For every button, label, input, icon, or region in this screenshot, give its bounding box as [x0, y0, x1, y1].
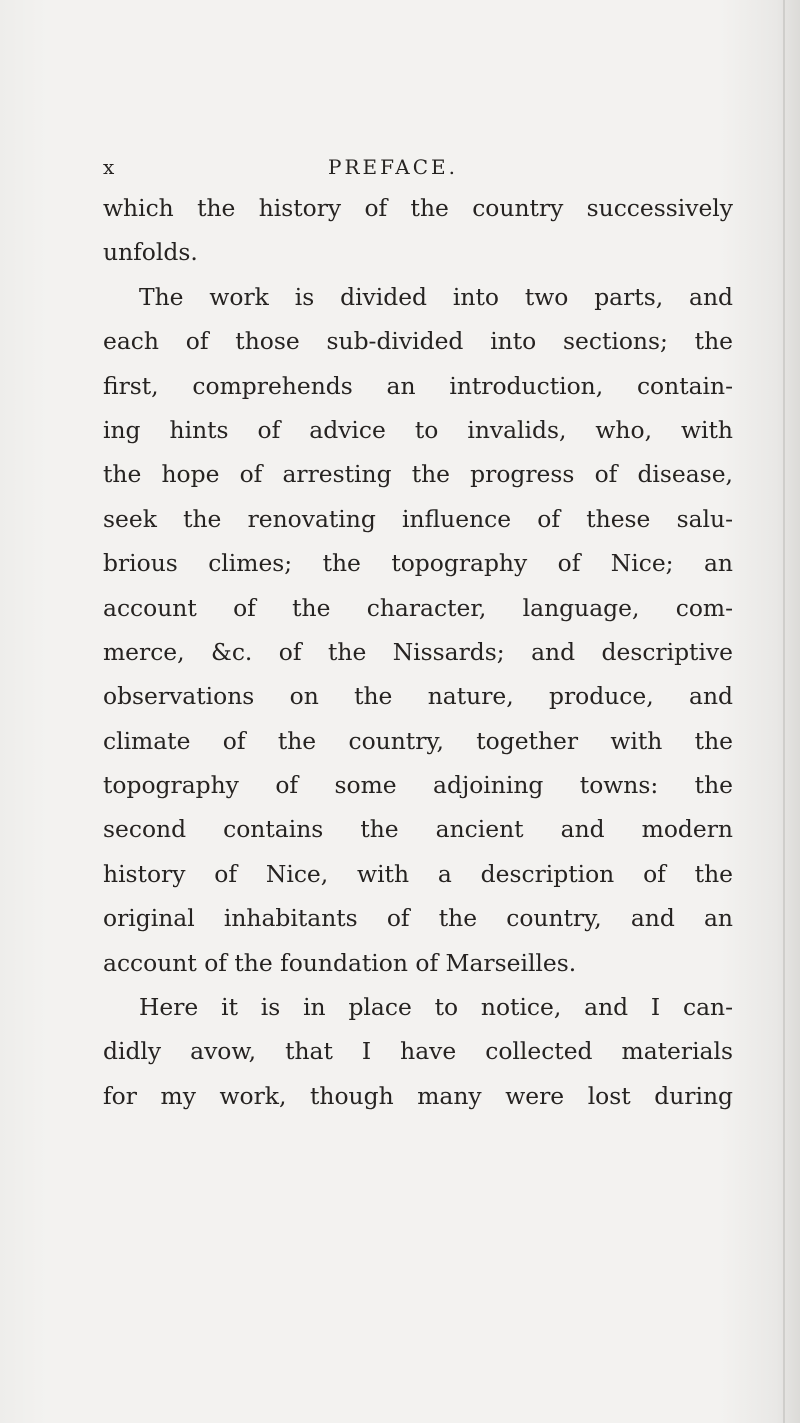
text-line: each of those sub-divided into sections; the	[103, 327, 733, 356]
text-line: first, comprehends an introduction, contain-	[103, 371, 733, 400]
text-line: topography of some adjoining towns: the	[103, 771, 733, 800]
text-line: the hope of arresting the progress of disease,	[103, 460, 733, 489]
text-line: didly avow, that I have collected materials	[103, 1037, 733, 1066]
text-line: account of the character, language, com-	[103, 593, 733, 622]
text-line: account of the foundation of Marseilles.	[103, 948, 577, 977]
text-line: second contains the ancient and modern	[103, 815, 733, 844]
text-line: Here it is in place to notice, and I can-	[139, 993, 733, 1022]
running-head: PREFACE.	[328, 155, 458, 179]
text-line: unfolds.	[103, 238, 198, 267]
text-line: climate of the country, together with the	[103, 726, 733, 755]
text-line: brious climes; the topography of Nice; an	[103, 549, 733, 578]
page-number: x	[103, 155, 116, 179]
text-line: for my work, though many were lost during	[103, 1081, 733, 1110]
page-edge	[783, 0, 785, 1423]
body-text	[103, 186, 733, 1118]
text-line: seek the renovating influence of these salu-	[103, 504, 733, 533]
text-line: ing hints of advice to invalids, who, with	[103, 415, 733, 444]
text-line: The work is divided into two parts, and	[139, 282, 733, 311]
page-header	[0, 155, 800, 185]
text-line: history of Nice, with a description of the	[103, 859, 733, 888]
text-line: merce, &c. of the Nissards; and descriptive	[103, 637, 733, 666]
text-line: original inhabitants of the country, and an	[103, 904, 733, 933]
text-line: observations on the nature, produce, and	[103, 682, 733, 711]
text-line: which the history of the country successively	[103, 194, 733, 222]
